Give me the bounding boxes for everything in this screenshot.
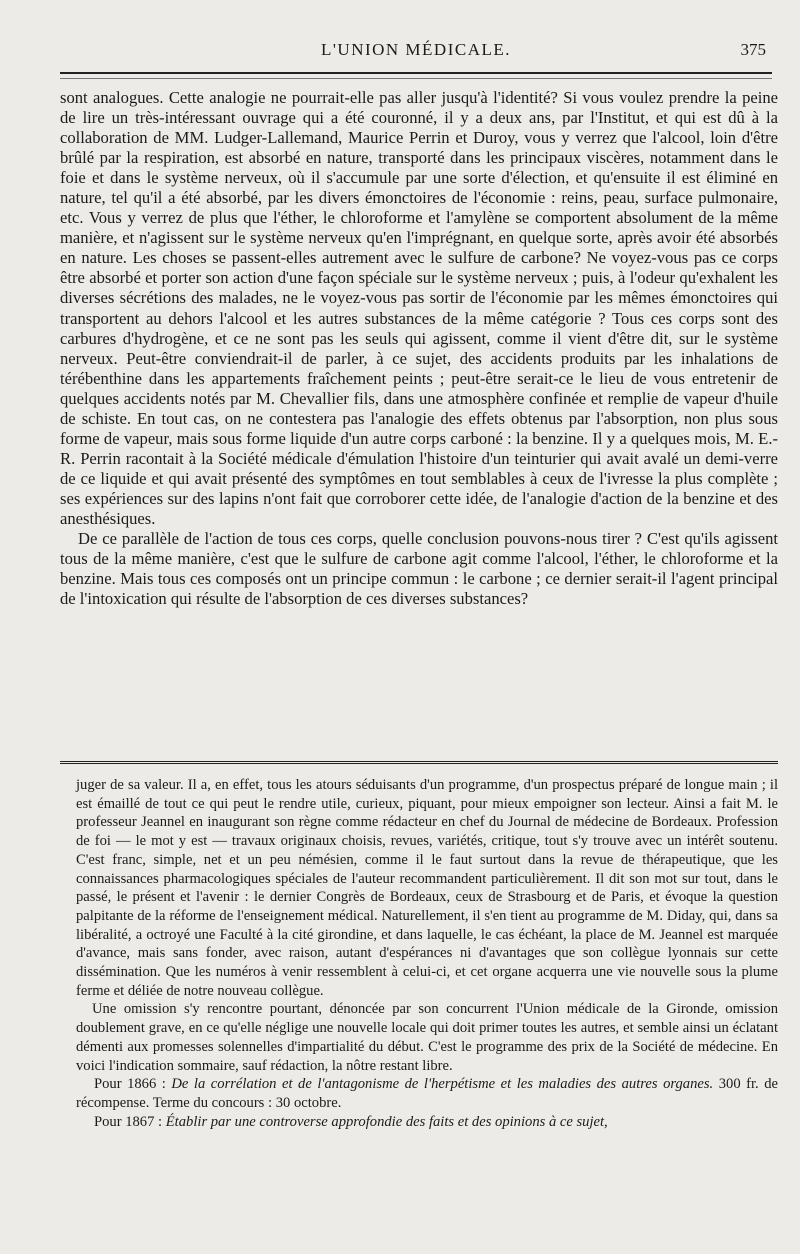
article-text-lower <box>76 776 778 1131</box>
header-rule-thin <box>60 78 772 79</box>
paragraph: sont analogues. Cette analogie ne pourrait-elle pas aller jusqu'à l'identité? Si vous voulez prendre la peine de lire un très-intéressant ouvrage qui a été couronné, il y a deux ans, par l'Institut, et qui est dû à la collaboration de MM. Ludger-Lallemand, Maurice Perrin et Duroy, vous y verrez que l'alcool, loin d'être brûlé par la respiration, est absorbé en nature, transporté dans les principaux viscères, notamment dans le foie et dans le système nerveux, où il s'accumule par une sorte d'élection, et qu'ensuite il est éliminé en nature, tel qu'il a été absorbé, par les divers émonctoires de l'économie : reins, peau, surface pulmonaire, etc. Vous y verrez de plus que l'éther, le chloroforme et l'amylène se comportent absolument de la même manière, et n'agissent sur le système nerveux qu'en l'imprégnant, en quelque sorte, après avoir été absorbés en nature. Les choses se passent-elles autrement avec le sulfure de carbone? Ne voyez-vous pas ce corps être absorbé et porter son action d'une façon spéciale sur le système nerveux ; puis, à l'odeur qu'exhalent les diverses sécrétions des malades, ne le voyez-vous pas sortir de l'économie par les mêmes émonctoires qui transportent au dehors l'alcool et les autres substances de la même catégorie ? Tous ces corps sont des carbures d'hydrogène, et ce ne sont pas les seuls qui agissent, comme il vient d'être dit, sur le système nerveux. Peut-être conviendrait-il de parler, à ce sujet, des accidents produits par les inhalations de térébenthine dans les appartements fraîchement peints ; peut-être serait-ce le lieu de vous entretenir de quelques accidents notés par M. Chevallier fils, dans une atmosphère confinée et remplie de vapeur d'huile de schiste. En tout cas, on ne contestera pas l'analogie des effets obtenus par l'absorption, non plus sous forme de vapeur, mais sous forme liquide d'un autre corps carboné : la benzine. Il y a quelques mois, M. E.-R. Perrin racontait à la Société médicale d'émulation l'histoire d'un teinturier qui avait avalé un demi-verre de ce liquide et qui avait présenté des symptômes en tout semblables à ceux de l'ivresse la plus complète ; ses expériences sur des lapins n'ont fait que corroborer cette idée, de l'analogie d'action de la benzine et des anesthésiques. <box>60 88 778 528</box>
prize-1867 <box>76 1113 778 1132</box>
prize-label: Pour 1866 : <box>94 1076 166 1093</box>
prize-subject: Établir par une controverse approfondie des faits et des opinions à ce sujet, <box>165 1113 608 1130</box>
page-header <box>60 40 772 70</box>
paragraph: juger de sa valeur. Il a, en effet, tous les atours séduisants d'un programme, d'un prospectus préparé de longue main ; il est émaillé de tout ce qui peut le rendre utile, curieux, piquant, pour mieux empoigner son lecteur. Ainsi a fait M. le professeur Jeannel en inaugurant son règne comme rédacteur en chef du Journal de médecine de Bordeaux. Profession de foi — le mot y est — travaux originaux choisis, revues, variétés, critique, tout s'y trouve avec un intérêt soutenu. C'est franc, simple, net et un peu némésien, comme il le faut surtout dans la revue de thérapeutique, que les connaissances pharmacologiques spéciales de l'auteur recommandent particulièrement. Il dit son mot sur tout, dans le passé, le présent et l'avenir : le dernier Congrès de Bordeaux, ceux de Strasbourg et de Paris, et évoque la question palpitante de la réforme de l'enseignement médical. Naturellement, il s'en tient au programme de M. Diday, qui, dans sa libéralité, a octroyé une Faculté à la cité girondine, et dans laquelle, le cas échéant, la place de M. Jeannel est marquée d'avance, mais sans fonder, avec raison, autant d'espérances ni d'avantages que son collègue lyonnais sur cette dissémination. Que les numéros à venir ressemblent à celui-ci, et cet organe acquerra une vie nouvelle sous la plume ferme et déliée de notre nouveau collègue. <box>76 777 778 999</box>
article-text-upper <box>60 88 778 609</box>
prize-label: Pour 1867 : <box>94 1113 163 1130</box>
journal-title: L'UNION MÉDICALE. <box>320 40 512 59</box>
section-separator <box>60 761 778 767</box>
header-rule <box>60 72 772 74</box>
page-number: 375 <box>740 40 766 59</box>
prize-1866 <box>76 1075 778 1112</box>
prize-subject: De la corrélation et de l'antagonisme de l'herpétisme et les maladies des autres organes. <box>171 1076 714 1093</box>
paragraph: Une omission s'y rencontre pourtant, dénoncée par son concurrent l'Union médicale de la Gironde, omission doublement grave, en ce qu'elle néglige une nouvelle locale qui doit primer toutes les autres, et semble ainsi un éclatant démenti aux promesses solennelles d'impartialité du début. C'est le programme des prix de la Société de médecine. En voici l'indication sommaire, sauf rédaction, la nôtre restant libre. <box>76 1001 778 1074</box>
prize-details: 300 fr. de récompense. Terme du concours : 30 octobre. <box>76 1076 779 1111</box>
paragraph: De ce parallèle de l'action de tous ces corps, quelle conclusion pouvons-nous tirer ? C'est qu'ils agissent tous de la même manière, c'est que le sulfure de carbone agit comme l'alcool, l'éther, le chloroforme et la benzine. Mais tous ces composés ont un principe commun : le carbone ; ce dernier serait-il l'agent principal de l'intoxication qui résulte de l'absorption de ces diverses substances? <box>60 529 778 609</box>
